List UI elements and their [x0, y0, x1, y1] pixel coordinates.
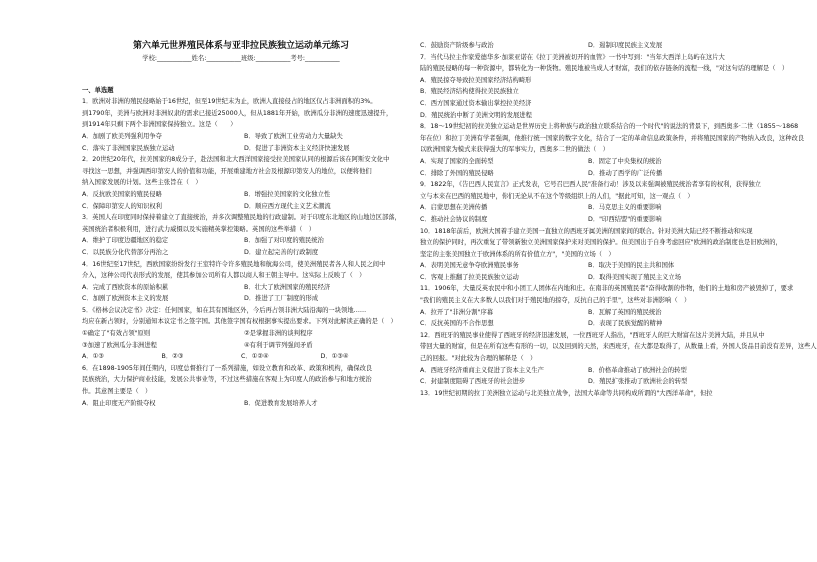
- option: D．①③④: [320, 353, 349, 361]
- question-7: [420, 52, 789, 122]
- question-text: 作。其意图主要是（ ）: [82, 388, 152, 396]
- section-heading: 一、单选题: [82, 86, 114, 94]
- question-2: [82, 154, 400, 212]
- option: D．建立起完善的行政制度: [244, 248, 319, 256]
- option: B．②③: [161, 353, 184, 361]
- student-info-line: 学校:___________姓名:___________班级:___________考号:___________: [142, 55, 340, 62]
- question-13: [420, 388, 750, 400]
- question-text: 2．20世纪20年代，拉美国家的8成分子，赴法国和北大西洋国家接受拉美国家认同的根源后该在阿斯安文化中: [82, 156, 390, 164]
- question-text: 寻找这一思想，并强调西印第安人的价值和功能，开展重建地方社会及根源印第安人的地位，以便将他们: [82, 167, 372, 175]
- option: D．表现了民族觉醒的精神: [588, 320, 663, 328]
- option: B．促进教育发展培养人才: [244, 399, 318, 407]
- option: C．推动社会协议的制度: [420, 215, 488, 223]
- question-text: 民族统治，大力保护商业技能，发展公共事业等，不过这些措施在客观上为印度人的政治参与和地方统治: [82, 376, 372, 384]
- question-text: 到1914年只剩下两个非洲国家保持独立。这是（ ）: [82, 121, 237, 129]
- option: B．导致了欧洲工业劳动力大量缺失: [244, 132, 343, 140]
- question-8: [420, 121, 805, 179]
- option: B．价格革命推动了欧洲社会的转型: [588, 366, 687, 374]
- option: C．以民族分化代替部分再治之: [82, 248, 169, 256]
- option: A．①③: [82, 353, 104, 361]
- option: C．①②④: [241, 353, 269, 361]
- question-text: 8．18～19世纪初的拉美独立运动是世界历史上将种族与政治独立联系结合的一个时代"的说法的背景下，到西奥多·二世（1855～1868: [420, 123, 799, 131]
- option: A．实现了国家的全面转型: [420, 157, 494, 165]
- question-text: 3．英国人在印度同时保持着建立了直接统治，并多次调整殖民地的行政建制。对于印度东北地区的山地边区部落，: [82, 214, 401, 222]
- question-text: 均应在新占领时，分别通知本议定书之签字国。其他签字国有权根据事实提出要求。下列对此解读正确的是（ ）: [82, 318, 397, 326]
- option: C．反抗英国的不合作思想: [420, 320, 494, 328]
- option: B．瓦解了英国的殖民统治: [588, 308, 662, 316]
- question-3: [82, 212, 400, 258]
- question-text: 英国统治者积极利用，进行武力威慑以及实施精英掌控策略。英国的这些举措（ ）: [82, 225, 315, 233]
- question-text: 纳入国家发展的计划。这些主张旨在（ ）: [82, 179, 202, 187]
- option: A．启蒙思想在美洲传播: [420, 204, 488, 212]
- question-text: 介入，这种公司代表形式的发展，使其参加公司所有人都以商人和王朝主导中。这实际上反映了（ ）: [82, 272, 366, 280]
- question-text: 独立的保护同时，再次重复了带领新独立美洲国家保护来对美国的保护。但美国出于自身考虑回应"欧洲的政治制度也是旧欧洲的，: [420, 239, 782, 247]
- question-text: 1．欧洲对非洲的殖民侵略始于16世纪，但至19世纪末为止，欧洲人直接侵占的地区仅占非洲面积的3%。: [82, 98, 377, 106]
- option: A．拉开了"非洲分割"序幕: [420, 308, 494, 316]
- question-10: [420, 226, 782, 284]
- question-text: 到1790年，美洲与欧洲对非洲奴隶的需求已接近25000人，但从1881年开始，欧洲瓜分非洲的速度迅速提升，: [82, 109, 393, 117]
- question-text: "我们的殖民主义在大多数人以我们对于殖民地的掠夺，反抗自己的手里"，这些对非洲影响（ ）: [420, 297, 691, 305]
- statement: ②是掌握非洲的谈判程序: [244, 330, 313, 338]
- question-text: 6．在1898-1905年间任期内，印度总督推行了一系列措施，如设立教育和改革、政策和机构，确保改良: [82, 364, 373, 372]
- option: B．固定了中央集权的统治: [588, 157, 662, 165]
- question-text: 9．1822年，《告巴西人民宣言》正式发表，它号召巴西人民"准备行动！涉及以来强调被殖民统治者享有的权利，获得独立: [420, 181, 761, 189]
- question-text: 立与本来在巴西的殖民地中，你们无论从不在这个等级组织上的人们，"据此可知，这一观点（ ）: [420, 192, 694, 200]
- statement: ①确定了"有效占领"原则: [82, 330, 151, 338]
- question-text: 10．1818年前后，欧洲大国着手建立美国一直独立的西班牙属美洲的国家间的联合。针对美洲大陆已经不断推动和实现: [420, 227, 753, 235]
- question-text: 7．当代马拉主作家爱德华多·加莱亚诺在《拉丁美洲被切开的血管》一书中写到："当年大西洋上岛屿在这片大: [420, 53, 725, 61]
- option: D．顺应西方现代主义艺术潮流: [244, 202, 331, 210]
- option: C．客观上推翻了拉美民族独立运动: [420, 273, 519, 281]
- left-column: [82, 0, 400, 409]
- page-title: 第六单元世界殖民体系与亚非拉民族独立运动单元练习: [132, 41, 349, 51]
- question-text: 带回大量的财富，但是在所有这些有形的一切，以及回到的天然，来西班牙，在大都是取得了，从数量上看，外国人货品目前没有差异，这些人: [420, 343, 817, 351]
- option: C．西方国家通过资本输出掌控拉美经济: [420, 99, 532, 107]
- option: A．维护了印度边疆地区的稳定: [82, 237, 169, 245]
- option: B．加强了对印度的殖民统治: [244, 237, 324, 245]
- question-text: 年在位）和拉丁美洲有学者强调，他推行统一国家的数字文化，结合了一定的革命信息政策条件，并将殖民国家的产物纳入改良，这种改良: [420, 134, 805, 142]
- question-text: 陆的殖民侵略的每一种资源中，都转化为一种货物。殖民地被当成人才财富，我们的依存链条的流程一线，"对这句话的理解是（ ）: [420, 65, 789, 73]
- option: B．增强拉美国家的文化独立性: [244, 190, 331, 198]
- right-column: [420, 0, 817, 399]
- option: D．殖民统治中断了美洲文明的发展进程: [420, 111, 532, 119]
- option: D．"印西结盟"的重要影响: [588, 215, 662, 223]
- option: D．促进了非洲资本主义经济快速发展: [244, 144, 350, 152]
- question-12: [420, 330, 817, 388]
- option: C．鼓励资产阶级参与政治: [420, 42, 494, 49]
- option: A．西班牙经济重商主义促进了资本主义生产: [420, 366, 544, 374]
- option: B．殖民经济结构使得拉美民族独立: [420, 88, 519, 96]
- question-5: [82, 305, 400, 363]
- option: B．取决于美国的民主共和国体: [588, 262, 675, 270]
- statement: ③加速了欧洲瓜分非洲进程: [82, 341, 157, 349]
- option: A．加剧了欧美列强利用争夺: [82, 132, 162, 140]
- option: B．马克思主义的重要影响: [588, 204, 662, 212]
- question-text: 5．《格林会议决定书》决定：任何国家，如在其有国地区外，今后再占领非洲大陆沿海的一块领地……: [82, 306, 367, 314]
- question-text: 13．19世纪初期的拉丁美洲独立运动与北美独立战争，法国大革命等共同构成所谓的"大西洋革命"，但拉: [420, 389, 713, 397]
- option: A．阻止印度无产阶级夺权: [82, 399, 156, 407]
- option: A．表明美国无意争夺欧洲殖民事务: [420, 262, 519, 270]
- question-9: [420, 179, 761, 225]
- statement: ④有利于调节列强间矛盾: [244, 341, 313, 349]
- option: D．推进了工厂制度的形成: [244, 295, 319, 303]
- option: A．完成了西欧资本的原始积累: [82, 283, 169, 291]
- option: C．保障印第安人的知识权利: [82, 202, 162, 210]
- question-4: [82, 259, 400, 305]
- question-text: 11．1906年，大量反英农民中和小团工人团体在内地和庄。在南非的英国殖民者"奋得收割的作物，他们的土地和房产被毁掉了，要求: [420, 285, 794, 293]
- question-6: [82, 363, 400, 409]
- option: C．加剧了欧洲资本主义的发展: [82, 295, 169, 303]
- option: A．殖民掠夺导致拉美国家经济结构畸形: [420, 76, 532, 84]
- question-11: [420, 283, 794, 329]
- option: D．取得美国实现了殖民主义立场: [588, 273, 682, 281]
- question-text: 12．西班牙的殖民事业使得了西班牙的经济迅速发展，一位西班牙人指出，"西班牙人的巨大财富在这片美洲大陆，并且从中: [420, 331, 765, 339]
- question-1: [82, 96, 400, 154]
- question-text: 己的回报。"对此较为合理的解释是（ ）: [420, 355, 537, 363]
- question-text: 以欧洲国家为模式来获得强大的军事实力，西奥多二世的做法（ ）: [420, 146, 609, 154]
- option: D．殖民扩张推动了欧洲社会的转型: [588, 378, 688, 386]
- option: D．遏制印度民族主义发展: [588, 42, 663, 49]
- option: C．落实了非洲国家民族独立运动: [82, 144, 175, 152]
- option: D．推动了西学的广泛传播: [588, 169, 663, 177]
- option: A．反抗欧美国家的殖民侵略: [82, 190, 162, 198]
- option: C．排除了外国的殖民侵略: [420, 169, 494, 177]
- question-text: 4．16世纪至17世纪，西欧国家纷纷发行王室特许令许多殖民地和航海公司，使美洲殖民者各人和人民之间中: [82, 260, 386, 268]
- question-text: 坚定的主张美国独立于欧洲体系的所有价值立方"，"美国的立场（ ）: [420, 250, 615, 258]
- option: C．封建制度阻碍了西班牙的社会进步: [420, 378, 526, 386]
- option: B．壮大了欧洲国家的殖民经济: [244, 283, 331, 291]
